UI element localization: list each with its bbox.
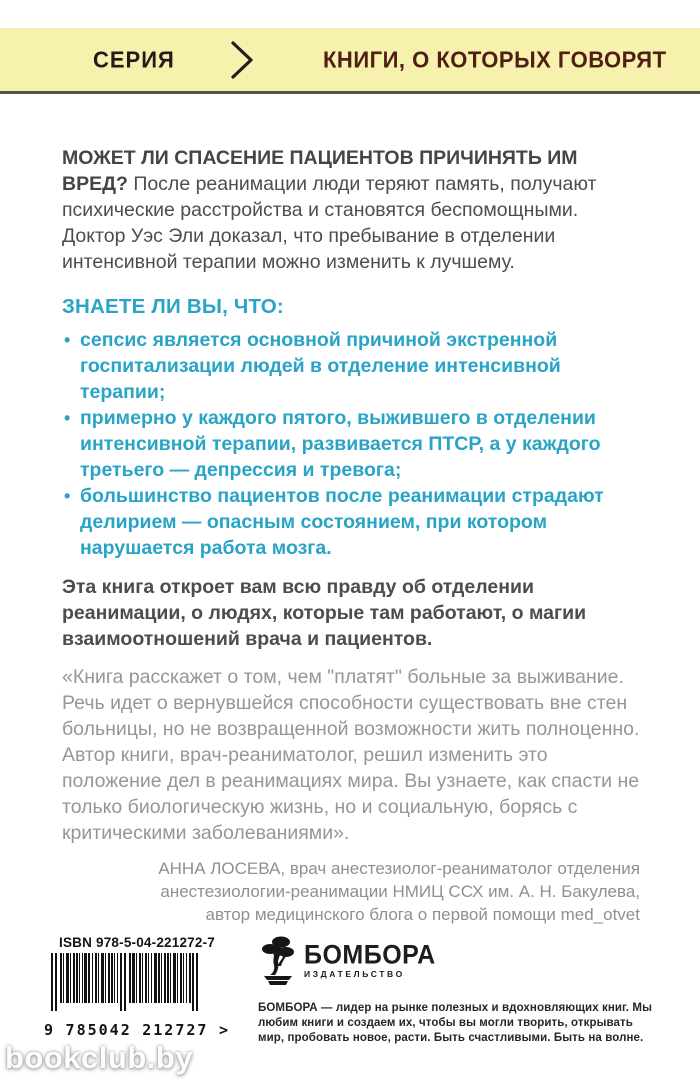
- review-quote: «Книга расскажет о том, чем "платят" больные за выживание. Речь идет о вернувшейся способности существовать вне стен больницы, но не возвращенной возможности жить полноценно. Автор книги, врач-реаниматолог, решил изменить это положение дел в реанимациях мира. Вы узнаете, как спасти не только биологическую жизнь, но и социальную, борясь с критическими заболеваниями».: [62, 666, 640, 844]
- publisher-name: БОМБОРА: [304, 939, 436, 971]
- top-margin: [0, 0, 700, 28]
- publisher-logo: [258, 935, 700, 992]
- isbn-text: ISBN 978-5-04-221272-7: [59, 935, 215, 950]
- series-label: СЕРИЯ: [93, 45, 175, 73]
- barcode-first-digit: 9: [44, 1021, 56, 1039]
- back-cover-text: [0, 94, 700, 926]
- intro-lead: МОЖЕТ ЛИ СПАСЕНИЕ ПАЦИЕНТОВ ПРИЧИНЯТЬ ИМ ВРЕД?: [62, 147, 578, 195]
- publisher-subtitle: ИЗДАТЕЛЬСТВО: [304, 969, 405, 979]
- intro-paragraph: [62, 145, 640, 275]
- ean13-barcode: [44, 953, 230, 1015]
- summary-paragraph: Эта книга откроет вам всю правду об отделении реанимации, о людях, которые там работают, о магии взаимоотношений врача и пациентов.: [62, 576, 587, 650]
- series-banner: [0, 28, 700, 94]
- attribution-line-1: АННА ЛОСЕВА, врач анестезиолог-реаниматолог отделения: [158, 859, 640, 878]
- bookclub-watermark: bookclub.by: [5, 1040, 194, 1075]
- publisher-logo-text: [304, 935, 436, 979]
- fact-item-delirium: • большинство пациентов после реанимации страдают делирием — опасным состоянием, при котором нарушается работа мозга.: [62, 483, 640, 561]
- bonsai-tree-icon: [258, 935, 298, 992]
- barcode-group-2: 212727: [142, 1021, 209, 1039]
- quote-attribution: [62, 857, 640, 926]
- facts-heading: ЗНАЕТЕ ЛИ ВЫ, ЧТО:: [62, 295, 284, 318]
- publisher-description: БОМБОРА — лидер на рынке полезных и вдохновляющих книг. Мы любим книги и создаем их, чтобы вы могли творить, открывать мир, пробовать новое, расти. Быть счастливыми. Быть на волне.: [258, 1002, 652, 1044]
- intro-body: После реанимации люди теряют память, получают психические расстройства и становятся беспомощными. Доктор Уэс Эли доказал, что пребывание в отделении интенсивной терапии можно изменить к лучшему.: [62, 173, 597, 273]
- barcode-group-1: 785042: [65, 1021, 132, 1039]
- barcode-tail: >: [218, 1021, 230, 1039]
- footer: [0, 935, 700, 1046]
- fact-item-ptsd: • примерно у каждого пятого, выжившего в отделении интенсивной терапии, развивается ПТСР, а у каждого третьего — депрессия и тревога;: [62, 405, 640, 483]
- publisher-block: [258, 935, 700, 1046]
- series-title: КНИГИ, О КОТОРЫХ ГОВОРЯТ: [323, 45, 667, 73]
- fact-item-sepsis: • сепсис является основной причиной экстренной госпитализации людей в отделение интенсивной терапии;: [62, 327, 640, 405]
- attribution-line-2: анестезиологии-реанимации НМИЦ ССХ им. А. Н. Бакулева,: [160, 882, 640, 901]
- attribution-line-3: автор медицинского блога о первой помощи med_otvet: [205, 905, 640, 924]
- barcode-digits: [42, 1021, 232, 1039]
- facts-list: [62, 327, 640, 561]
- isbn-barcode-block: [42, 935, 232, 1039]
- chevron-right-icon: [228, 40, 256, 85]
